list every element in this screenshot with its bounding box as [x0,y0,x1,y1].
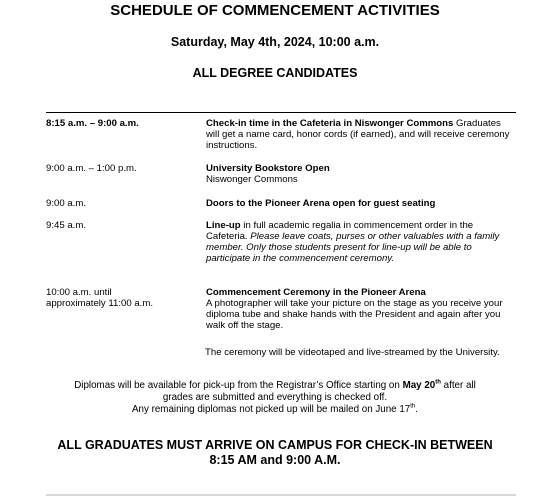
diploma-line-2: grades are submitted and everything is checked off. [162,392,388,403]
arrival-notice-line-1: ALL GRADUATES MUST ARRIVE ON CAMPUS FOR CHECK-IN BETWEEN [57,438,493,452]
arrival-notice-line-2: 8:15 AM and 9:00 A.M. [209,453,341,467]
event-date: Saturday, May 4th, 2024, 10:00 a.m. [170,35,380,49]
schedule-heading: Commencement Ceremony in the Pioneer Arena [206,287,426,298]
diploma-info [0,380,550,416]
schedule-heading: University Bookstore Open [206,163,330,174]
schedule-heading: Check-in time in the Cafeteria in Niswonger Commons [206,118,454,129]
schedule-time [46,287,196,309]
mail-text: Any remaining diplomas not picked up will be mailed on June 17 [131,404,411,415]
schedule-text: A photographer will take your picture on the stage as you receive your diploma tube and shake hands with the President and again after you walk off the stage. [206,298,503,331]
diploma-line-3 [0,404,550,416]
mail-text-end: . [415,404,419,415]
schedule-text: Niswonger Commons [206,174,298,185]
diploma-text: after all [440,380,476,391]
schedule-time-start: 10:00 a.m. until [46,287,112,298]
schedule-text: Graduates will get a name card, honor cords (if earned), and will receive ceremony instructions. [206,118,510,151]
schedule-heading: Line-up [206,220,241,231]
schedule-time: 9:00 a.m. [46,198,86,209]
pickup-date-text: May 20 [402,380,436,391]
streaming-note: The ceremony will be videotaped and live-streamed by the University. [205,347,500,358]
mail-date-suffix: th [410,403,416,410]
schedule-description [206,220,516,264]
schedule-time: 9:00 a.m. – 1:00 p.m. [46,163,137,174]
schedule-time-end: approximately 11:00 a.m. [46,298,154,309]
arrival-notice [0,438,550,468]
diploma-text: Diplomas will be available for pick-up from the Registrar’s Office starting on [74,380,403,391]
page-title: SCHEDULE OF COMMENCEMENT ACTIVITIES [110,2,440,19]
schedule-description [206,118,516,151]
schedule-time: 8:15 a.m. – 9:00 a.m. [46,118,139,129]
diploma-line-1 [0,380,550,392]
schedule-text: in full academic regalia in commencement order in the Cafeteria. [206,220,474,242]
section-divider [46,112,516,113]
audience-heading: ALL DEGREE CANDIDATES [192,66,358,80]
pickup-date-suffix: th [435,379,441,386]
schedule-description [206,163,516,185]
truncated-text-line [46,492,516,498]
schedule-description [206,287,516,331]
schedule-italic-note: Please leave coats, purses or other valuables with a family member. [206,231,500,253]
pickup-date [403,380,441,391]
schedule-heading: Doors to the Pioneer Arena open for guest seating [206,198,436,209]
schedule-time: 9:45 a.m. [46,220,86,231]
schedule-italic-note: Only those students present for line-up will be able to participate in the commencement ceremony. [206,242,472,264]
